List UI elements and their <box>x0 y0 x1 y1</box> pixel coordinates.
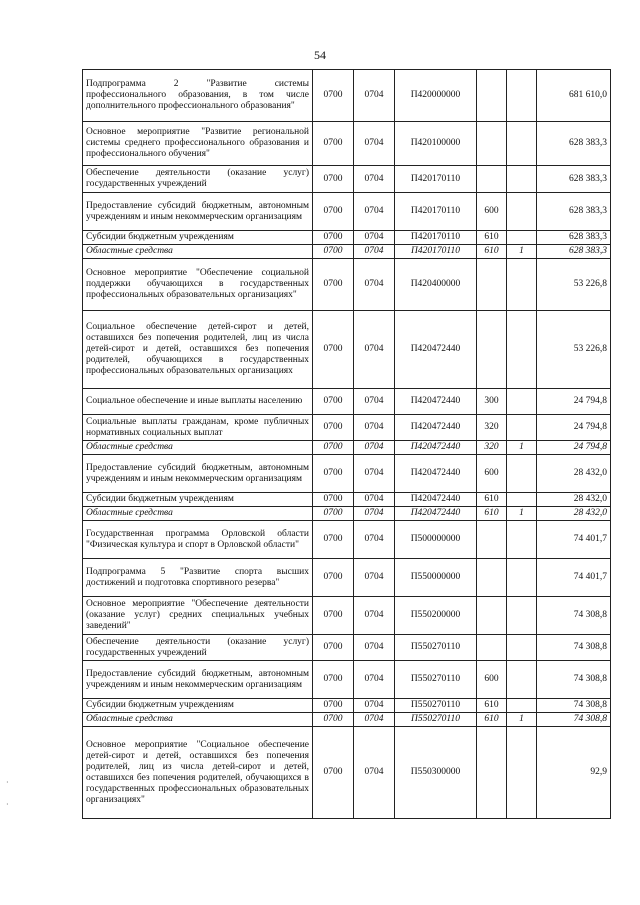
cell-target-article: П500000000 <box>395 521 477 559</box>
cell-amount: 628 383,3 <box>537 245 611 259</box>
cell-funding-source <box>507 699 537 713</box>
cell-name: Социальное обеспечение и иные выплаты населению <box>83 389 313 415</box>
cell-expense-type: 300 <box>477 389 507 415</box>
table-row <box>83 441 611 455</box>
cell-amount: 28 432,0 <box>537 455 611 493</box>
cell-target-article: П420472440 <box>395 441 477 455</box>
cell-funding-source: 1 <box>507 713 537 727</box>
table-row <box>83 507 611 521</box>
cell-amount: 53 226,8 <box>537 311 611 389</box>
table-row <box>83 389 611 415</box>
cell-amount: 24 794,8 <box>537 415 611 441</box>
cell-expense-type: 320 <box>477 441 507 455</box>
cell-section: 0700 <box>313 70 354 122</box>
cell-funding-source <box>507 727 537 819</box>
cell-section: 0700 <box>313 455 354 493</box>
scan-mark: · <box>6 800 9 809</box>
cell-amount: 24 794,8 <box>537 441 611 455</box>
cell-target-article: П420170110 <box>395 166 477 193</box>
cell-target-article: П550270110 <box>395 661 477 699</box>
cell-amount: 628 383,3 <box>537 193 611 231</box>
cell-section: 0700 <box>313 493 354 507</box>
cell-name: Подпрограмма 5 "Развитие спорта высших достижений и подготовка спортивного резерва" <box>83 559 313 597</box>
cell-expense-type: 600 <box>477 661 507 699</box>
cell-amount: 92,9 <box>537 727 611 819</box>
table-row <box>83 635 611 661</box>
table-body <box>83 70 611 819</box>
cell-section: 0700 <box>313 193 354 231</box>
cell-section: 0700 <box>313 521 354 559</box>
cell-section: 0700 <box>313 259 354 311</box>
cell-subsection: 0704 <box>354 70 395 122</box>
cell-funding-source <box>507 231 537 245</box>
cell-amount: 74 401,7 <box>537 559 611 597</box>
scan-mark: · <box>6 778 9 787</box>
cell-target-article: П420472440 <box>395 493 477 507</box>
cell-expense-type: 610 <box>477 699 507 713</box>
cell-expense-type: 610 <box>477 713 507 727</box>
cell-amount: 28 432,0 <box>537 507 611 521</box>
cell-amount: 628 383,3 <box>537 166 611 193</box>
cell-funding-source: 1 <box>507 441 537 455</box>
cell-name: Областные средства <box>83 507 313 521</box>
cell-name: Основное мероприятие "Социальное обеспечение детей-сирот и детей, оставшихся без попечения родителей, лиц из числа детей-сирот и детей, оставшихся без попечения родителей, обучающихся в государственных профессиональных образовательных организациях" <box>83 727 313 819</box>
cell-target-article: П550270110 <box>395 699 477 713</box>
cell-name: Субсидии бюджетным учреждениям <box>83 493 313 507</box>
cell-name: Предоставление субсидий бюджетным, автономным учреждениям и иным некоммерческим организациям <box>83 455 313 493</box>
cell-subsection: 0704 <box>354 713 395 727</box>
cell-funding-source <box>507 193 537 231</box>
cell-subsection: 0704 <box>354 597 395 635</box>
table-row <box>83 193 611 231</box>
cell-amount: 53 226,8 <box>537 259 611 311</box>
cell-funding-source <box>507 122 537 166</box>
cell-subsection: 0704 <box>354 389 395 415</box>
cell-name: Областные средства <box>83 713 313 727</box>
cell-expense-type <box>477 70 507 122</box>
cell-target-article: П420170110 <box>395 193 477 231</box>
cell-amount: 74 308,8 <box>537 597 611 635</box>
cell-subsection: 0704 <box>354 727 395 819</box>
table-row <box>83 559 611 597</box>
cell-funding-source <box>507 389 537 415</box>
cell-subsection: 0704 <box>354 521 395 559</box>
cell-subsection: 0704 <box>354 122 395 166</box>
table-row <box>83 311 611 389</box>
cell-subsection: 0704 <box>354 661 395 699</box>
cell-name: Обеспечение деятельности (оказание услуг) государственных учреждений <box>83 166 313 193</box>
table-row <box>83 597 611 635</box>
cell-subsection: 0704 <box>354 441 395 455</box>
cell-amount: 628 383,3 <box>537 231 611 245</box>
cell-section: 0700 <box>313 661 354 699</box>
cell-expense-type <box>477 727 507 819</box>
table-row <box>83 70 611 122</box>
cell-name: Обеспечение деятельности (оказание услуг) государственных учреждений <box>83 635 313 661</box>
cell-target-article: П420000000 <box>395 70 477 122</box>
budget-table <box>82 69 611 819</box>
table-row <box>83 415 611 441</box>
cell-expense-type <box>477 259 507 311</box>
table-row <box>83 521 611 559</box>
cell-funding-source <box>507 415 537 441</box>
cell-section: 0700 <box>313 122 354 166</box>
cell-amount: 74 308,8 <box>537 635 611 661</box>
cell-subsection: 0704 <box>354 699 395 713</box>
cell-funding-source <box>507 493 537 507</box>
cell-expense-type: 600 <box>477 193 507 231</box>
cell-funding-source <box>507 70 537 122</box>
cell-section: 0700 <box>313 311 354 389</box>
cell-funding-source <box>507 311 537 389</box>
cell-subsection: 0704 <box>354 193 395 231</box>
cell-funding-source: 1 <box>507 507 537 521</box>
cell-section: 0700 <box>313 727 354 819</box>
cell-subsection: 0704 <box>354 507 395 521</box>
cell-target-article: П550270110 <box>395 713 477 727</box>
cell-amount: 74 401,7 <box>537 521 611 559</box>
cell-funding-source <box>507 661 537 699</box>
cell-target-article: П550000000 <box>395 559 477 597</box>
cell-amount: 74 308,8 <box>537 661 611 699</box>
cell-target-article: П420170110 <box>395 245 477 259</box>
cell-expense-type <box>477 166 507 193</box>
cell-name: Областные средства <box>83 245 313 259</box>
cell-name: Основное мероприятие "Развитие региональной системы среднего профессионального образования и профессионального обучения" <box>83 122 313 166</box>
cell-expense-type <box>477 122 507 166</box>
cell-expense-type <box>477 521 507 559</box>
cell-funding-source <box>507 259 537 311</box>
cell-expense-type: 610 <box>477 493 507 507</box>
cell-name: Социальные выплаты гражданам, кроме публичных нормативных социальных выплат <box>83 415 313 441</box>
cell-subsection: 0704 <box>354 415 395 441</box>
cell-expense-type <box>477 635 507 661</box>
cell-target-article: П420472440 <box>395 311 477 389</box>
cell-section: 0700 <box>313 699 354 713</box>
cell-name: Субсидии бюджетным учреждениям <box>83 699 313 713</box>
cell-name: Областные средства <box>83 441 313 455</box>
cell-section: 0700 <box>313 166 354 193</box>
cell-name: Предоставление субсидий бюджетным, автономным учреждениям и иным некоммерческим организациям <box>83 661 313 699</box>
table-row <box>83 259 611 311</box>
cell-subsection: 0704 <box>354 311 395 389</box>
cell-target-article: П550200000 <box>395 597 477 635</box>
cell-amount: 28 432,0 <box>537 493 611 507</box>
cell-funding-source <box>507 521 537 559</box>
cell-subsection: 0704 <box>354 245 395 259</box>
cell-subsection: 0704 <box>354 166 395 193</box>
table-row <box>83 231 611 245</box>
cell-expense-type <box>477 597 507 635</box>
cell-name: Основное мероприятие "Обеспечение деятельности (оказание услуг) средних специальных учебных заведений" <box>83 597 313 635</box>
cell-subsection: 0704 <box>354 455 395 493</box>
cell-amount: 681 610,0 <box>537 70 611 122</box>
cell-expense-type <box>477 311 507 389</box>
cell-funding-source <box>507 559 537 597</box>
cell-target-article: П420472440 <box>395 507 477 521</box>
cell-subsection: 0704 <box>354 231 395 245</box>
cell-target-article: П420100000 <box>395 122 477 166</box>
cell-section: 0700 <box>313 507 354 521</box>
cell-funding-source: 1 <box>507 245 537 259</box>
cell-name: Государственная программа Орловской области "Физическая культура и спорт в Орловской области" <box>83 521 313 559</box>
cell-section: 0700 <box>313 415 354 441</box>
cell-name: Подпрограмма 2 "Развитие системы профессионального образования, в том числе дополнительного профессионального образования" <box>83 70 313 122</box>
table-row <box>83 661 611 699</box>
cell-section: 0700 <box>313 441 354 455</box>
cell-name: Субсидии бюджетным учреждениям <box>83 231 313 245</box>
cell-funding-source <box>507 455 537 493</box>
cell-amount: 24 794,8 <box>537 389 611 415</box>
table-row <box>83 699 611 713</box>
cell-target-article: П550270110 <box>395 635 477 661</box>
table-row <box>83 455 611 493</box>
cell-expense-type: 610 <box>477 245 507 259</box>
cell-target-article: П420170110 <box>395 231 477 245</box>
cell-funding-source <box>507 166 537 193</box>
cell-target-article: П420472440 <box>395 455 477 493</box>
cell-expense-type <box>477 559 507 597</box>
cell-section: 0700 <box>313 635 354 661</box>
cell-expense-type: 320 <box>477 415 507 441</box>
cell-target-article: П550300000 <box>395 727 477 819</box>
cell-expense-type: 610 <box>477 507 507 521</box>
table-row <box>83 713 611 727</box>
page-number: 54 <box>314 48 326 62</box>
cell-subsection: 0704 <box>354 259 395 311</box>
cell-amount: 628 383,3 <box>537 122 611 166</box>
cell-name: Основное мероприятие "Обеспечение социальной поддержки обучающихся в государственных профессиональных образовательных организациях" <box>83 259 313 311</box>
cell-funding-source <box>507 597 537 635</box>
cell-section: 0700 <box>313 245 354 259</box>
cell-section: 0700 <box>313 559 354 597</box>
cell-amount: 74 308,8 <box>537 699 611 713</box>
cell-name: Социальное обеспечение детей-сирот и детей, оставшихся без попечения родителей, лиц из числа детей-сирот и детей, оставшихся без попечения родителей, обучающихся в государственных профессиональных образовательных организациях <box>83 311 313 389</box>
cell-target-article: П420472440 <box>395 415 477 441</box>
cell-target-article: П420472440 <box>395 389 477 415</box>
table-row <box>83 727 611 819</box>
cell-target-article: П420400000 <box>395 259 477 311</box>
cell-expense-type: 600 <box>477 455 507 493</box>
cell-funding-source <box>507 635 537 661</box>
cell-amount: 74 308,8 <box>537 713 611 727</box>
table-row <box>83 122 611 166</box>
cell-subsection: 0704 <box>354 493 395 507</box>
cell-section: 0700 <box>313 597 354 635</box>
cell-subsection: 0704 <box>354 559 395 597</box>
table-row <box>83 245 611 259</box>
cell-section: 0700 <box>313 713 354 727</box>
cell-expense-type: 610 <box>477 231 507 245</box>
cell-section: 0700 <box>313 389 354 415</box>
cell-subsection: 0704 <box>354 635 395 661</box>
cell-name: Предоставление субсидий бюджетным, автономным учреждениям и иным некоммерческим организациям <box>83 193 313 231</box>
table-row <box>83 166 611 193</box>
cell-section: 0700 <box>313 231 354 245</box>
table-row <box>83 493 611 507</box>
